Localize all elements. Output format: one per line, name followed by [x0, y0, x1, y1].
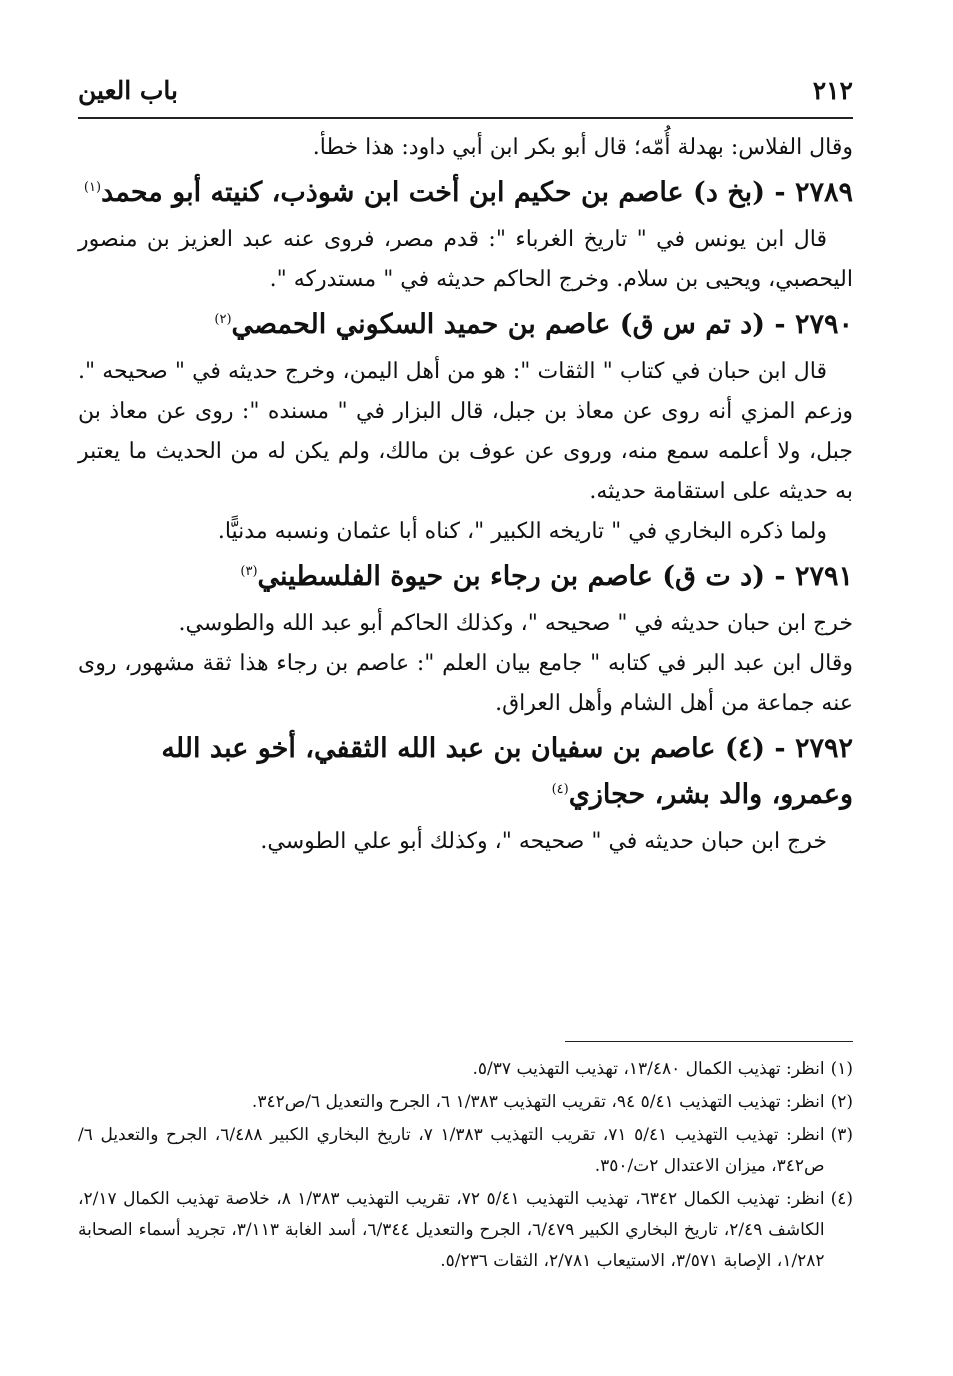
footnote: [78, 1120, 853, 1182]
footnote-marker: (٣): [830, 1125, 853, 1145]
footnote: [78, 1054, 853, 1085]
paragraph: وقال الفلاس: بهدلة أُمّه؛ قال أبو بكر ابن أبي داود: هذا خطأ.: [312, 135, 853, 160]
entry-heading: [78, 170, 853, 216]
footnote-ref: (٤): [551, 782, 569, 797]
paragraph: خرج ابن حبان حديثه في " صحيحه "، وكذلك أبو علي الطوسي.: [260, 829, 827, 854]
footnote-text: انظر: تهذيب التهذيب ٥/٤١ ٧١، تقريب التهذيب ١/٣٨٣ ٧، تاريخ البخاري الكبير ٦/٤٨٨، الجرح والتعديل ٦/ص٣٤٢، ميزان الاعتدال ٢ت/٣٥٠.: [78, 1125, 825, 1176]
footnote-text: انظر: تهذيب الكمال ١٣/٤٨٠، تهذيب التهذيب ٥/٣٧.: [472, 1059, 825, 1079]
footnote-marker: (٤): [830, 1189, 853, 1209]
entry-heading-text: ٢٧٨٩ - (بخ د) عاصم بن حكيم ابن أخت ابن شوذب، كنيته أبو محمد: [101, 177, 853, 208]
entry-heading: [78, 302, 853, 348]
footnote-ref: (٢): [214, 312, 232, 327]
footnote-text: انظر: تهذيب التهذيب ٥/٤١ ٩٤، تقريب التهذيب ١/٣٨٣ ٦، الجرح والتعديل ٦/ص٣٤٢.: [251, 1092, 825, 1112]
footnote-ref: (٣): [240, 564, 258, 579]
footnote-marker: (٢): [830, 1092, 853, 1112]
entry-heading-text: ٢٧٩٠ - (د تم س ق) عاصم بن حميد السكوني الحمصي: [231, 309, 853, 340]
footnote-text: انظر: تهذيب الكمال ٦٣٤٢، تهذيب التهذيب ٥/٤١ ٧٢، تقريب التهذيب ١/٣٨٣ ٨، خلاصة تهذيب الكمال ٢/١٧، الكاشف ٢/٤٩، تاريخ البخاري الكبير ٦/٤٧٩، الجرح والتعديل ٦/٣٤٤، أسد الغابة ٣/١١٣، تجريد أسماء الصحابة ١/٢٨٢، الإصابة ٣/٥٧١، الاستيعاب ٢/٧٨١، الثقات ٥/٢٣٦.: [78, 1189, 825, 1271]
footnote-ref: (١): [83, 180, 102, 195]
entry-heading: [78, 554, 853, 600]
paragraph: خرج ابن حبان حديثه في " صحيحه "، وكذلك الحاكم أبو عبد الله والطوسي.: [178, 611, 853, 636]
chapter-title: باب العين: [78, 76, 179, 105]
footnote-marker: (١): [830, 1059, 853, 1079]
header-rule: [78, 117, 853, 119]
paragraph: قال ابن يونس في " تاريخ الغرباء ": قدم مصر، فروى عنه عبد العزيز بن منصور اليحصبي، ويحيى بن سلام. وخرج الحاكم حديثه في " مستدركه ".: [78, 227, 853, 292]
running-header: [78, 76, 853, 112]
paragraph: ولما ذكره البخاري في " تاريخه الكبير "، كناه أبا عثمان ونسبه مدنيًّا.: [217, 519, 827, 544]
footnote: [78, 1184, 853, 1277]
entry-heading-text: ٢٧٩١ - (د ت ق) عاصم بن رجاء بن حيوة الفلسطيني: [257, 561, 853, 592]
page-number: ٢١٢: [812, 76, 853, 105]
paragraph: وقال ابن عبد البر في كتابه " جامع بيان العلم ": عاصم بن رجاء هذا ثقة مشهور، روى عنه جماعة من أهل الشام وأهل العراق.: [78, 651, 853, 716]
entry-heading: [78, 726, 853, 818]
paragraph: قال ابن حبان في كتاب " الثقات ": هو من أهل اليمن، وخرج حديثه في " صحيحه ". وزعم المزي أنه روى عن معاذ بن جبل، قال البزار في " مسنده ": روى عن معاذ بن جبل، ولا أعلمه سمع منه، وروى عن عوف بن مالك، ولم يكن له من الحديث ما يعتبر به حديثه على استقامة حديثه.: [78, 359, 853, 504]
main-text: [78, 128, 853, 862]
footnote-separator: [565, 1041, 853, 1042]
footnote: [78, 1087, 853, 1118]
footnotes: [78, 1054, 853, 1279]
entry-heading-text: ٢٧٩٢ - (٤) عاصم بن سفيان بن عبد الله الثقفي، أخو عبد الله وعمرو، والد بشر، حجازي: [161, 733, 853, 810]
